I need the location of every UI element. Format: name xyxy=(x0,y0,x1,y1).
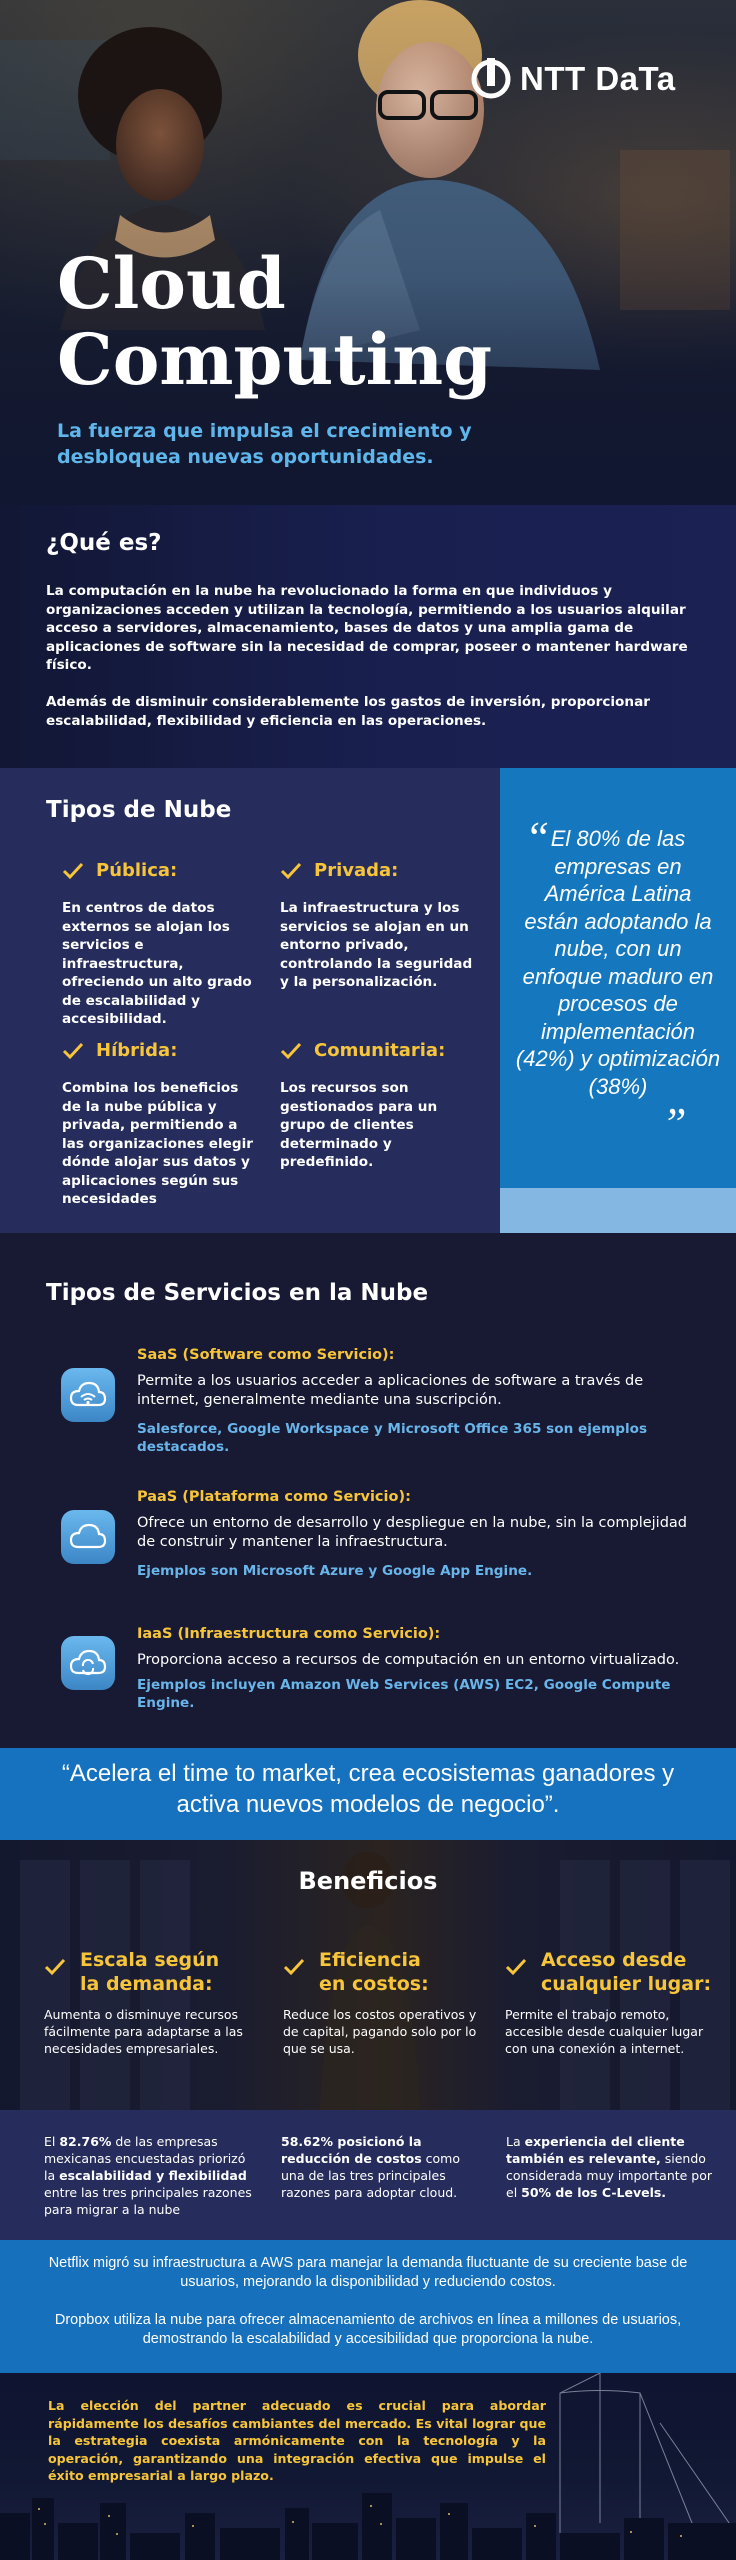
stat-costos xyxy=(281,2133,476,2201)
beneficio-description: Permite el trabajo remoto, accesible desde cualquier lugar con una conexión a internet. xyxy=(505,2007,704,2056)
hero-title xyxy=(57,242,493,401)
stat-highlight: 82.76% xyxy=(59,2134,112,2149)
tipo-description: En centros de datos externos se alojan los servicios e infraestructura, ofreciendo un alto grado de escalabilidad y accesibilidad. xyxy=(62,900,252,1027)
stat-text: La xyxy=(506,2134,525,2149)
stat-text: de las empresas mexicanas encuestadas priorizó la xyxy=(44,2134,246,2183)
beneficio-label-line2: la demanda: xyxy=(80,1973,213,1995)
stat-highlight: experiencia del cliente también es relevante, xyxy=(506,2134,685,2166)
tipo-comunitaria xyxy=(280,1040,480,1172)
stat-text: entre las tres principales razones para migrar a la nube xyxy=(44,2185,252,2217)
beneficio-label-line2: cualquier lugar: xyxy=(541,1973,712,1995)
ntt-logo-mark-icon xyxy=(470,58,512,100)
tipo-description: La infraestructura y los servicios se alojan en un entorno privado, controlando la seguridad y la personalización. xyxy=(280,900,473,990)
service-example: Ejemplos son Microsoft Azure y Google App Engine. xyxy=(137,1563,533,1579)
que-es-paragraph-2: Además de disminuir considerablemente los gastos de inversión, proporcionar escalabilidad, flexibilidad y eficiencia en las operaciones. xyxy=(46,694,650,729)
beneficio-label-line1: Escala según xyxy=(80,1949,220,1971)
hero-title-line1: Cloud xyxy=(57,242,286,325)
hero-section xyxy=(0,0,736,505)
check-icon xyxy=(280,862,302,880)
service-title: SaaS (Software como Servicio): xyxy=(137,1347,395,1363)
hero-title-line2: Computing xyxy=(57,318,493,401)
open-quote-icon: “ xyxy=(525,813,550,862)
stat-experiencia xyxy=(506,2133,716,2201)
stat-text: El xyxy=(44,2134,60,2149)
service-title: PaaS (Plataforma como Servicio): xyxy=(137,1489,411,1505)
check-icon xyxy=(62,1042,84,1060)
hero-subtitle: La fuerza que impulsa el crecimiento y desbloquea nuevas oportunidades. xyxy=(57,420,472,468)
tipo-description: Los recursos son gestionados para un grupo de clientes determinado y predefinido. xyxy=(280,1080,438,1170)
stat-text: siendo considerada muy importante por el xyxy=(506,2151,713,2200)
beneficio-acceso xyxy=(505,1948,715,2057)
service-example: Salesforce, Google Workspace y Microsoft Office 365 son ejemplos destacados. xyxy=(137,1421,648,1455)
service-description: Permite a los usuarios acceder a aplicaciones de software a través de internet, generalmente mediante una suscripción. xyxy=(137,1373,644,1408)
cloud-sync-icon xyxy=(69,1648,107,1678)
que-es-title: ¿Qué es? xyxy=(46,530,162,556)
beneficio-description: Aumenta o disminuye recursos fácilmente para adaptarse a las necesidades empresariales. xyxy=(44,2007,243,2056)
stat-highlight: escalabilidad y flexibilidad xyxy=(59,2168,247,2183)
quote-banner-text: “Acelera el time to market, crea ecosistemas ganadores y activa nuevos modelos de negocio”. xyxy=(61,1760,675,1818)
saas-item xyxy=(137,1347,707,1456)
tipo-label: Híbrida: xyxy=(96,1040,178,1061)
tipo-privada xyxy=(280,860,480,992)
tipos-nube-title: Tipos de Nube xyxy=(46,797,232,823)
stat-text: como una de las tres principales razones para adoptar cloud. xyxy=(281,2151,460,2200)
dropbox-case: Dropbox utiliza la nube para ofrecer almacenamiento de archivos en línea a millones de usuarios, demostrando la escalabilidad y accesibilidad que proporciona la nube. xyxy=(54,2312,682,2347)
paas-item xyxy=(137,1489,707,1580)
tipo-hibrida xyxy=(62,1040,262,1209)
stat-highlight: 50% de los C-Levels. xyxy=(521,2185,667,2200)
service-description: Proporciona acceso a recursos de computación en un entorno virtualizado. xyxy=(137,1652,680,1668)
check-icon xyxy=(44,1958,66,1976)
paas-icon-box xyxy=(61,1510,115,1564)
stat-highlight: 58.62% posicionó la reducción de costos xyxy=(281,2134,422,2166)
beneficio-eficiencia xyxy=(283,1948,483,2057)
service-example: Ejemplos incluyen Amazon Web Services (AWS) EC2, Google Compute Engine. xyxy=(137,1677,671,1711)
saas-icon-box xyxy=(61,1368,115,1422)
check-icon xyxy=(283,1958,305,1976)
iaas-icon-box xyxy=(61,1636,115,1690)
beneficio-label-line2: en costos: xyxy=(319,1973,429,1995)
footer-text: La elección del partner adecuado es crucial para abordar rápidamente los desafíos cambiantes del mercado. Es vital lograr que la estrategia coexista armónicamente con la tecnología y la operación, garantizando una integración efectiva que impulse el éxito empresarial a largo plazo. xyxy=(48,2398,546,2483)
stat-escalabilidad xyxy=(44,2133,254,2218)
cloud-icon xyxy=(69,1522,107,1552)
tipo-description: Combina los beneficios de la nube pública y privada, permitiendo a las organizaciones elegir dónde alojar sus datos y aplicaciones según sus necesidades xyxy=(62,1080,253,1207)
ntt-data-logo xyxy=(470,58,676,100)
iaas-item xyxy=(137,1626,707,1712)
tipo-label: Privada: xyxy=(314,860,399,881)
service-description: Ofrece un entorno de desarrollo y despliegue en la nube, sin la complejidad de construir y mantener la infraestructura. xyxy=(137,1515,687,1550)
check-icon xyxy=(280,1042,302,1060)
service-title: IaaS (Infraestructura como Servicio): xyxy=(137,1626,441,1642)
beneficio-description: Reduce los costos operativos y de capital, pagando solo por lo que se usa. xyxy=(283,2007,477,2056)
close-quote-icon: ” xyxy=(662,1099,687,1148)
tipo-label: Pública: xyxy=(96,860,178,881)
beneficio-label-line1: Acceso desde xyxy=(541,1949,687,1971)
check-icon xyxy=(62,862,84,880)
logo-text: NTT DaTa xyxy=(520,60,676,97)
beneficio-label-line1: Eficiencia xyxy=(319,1949,421,1971)
cloud-wifi-icon xyxy=(69,1380,107,1410)
netflix-case: Netflix migró su infraestructura a AWS para manejar la demanda fluctuante de su creciente base de usuarios, mejorando la disponibilidad y reduciendo costos. xyxy=(48,2255,688,2290)
beneficios-title: Beneficios xyxy=(298,1867,438,1895)
servicios-title: Tipos de Servicios en la Nube xyxy=(46,1280,429,1306)
tipo-label: Comunitaria: xyxy=(314,1040,446,1061)
tipo-publica xyxy=(62,860,262,1029)
check-icon xyxy=(505,1958,527,1976)
quote-accent-strip xyxy=(500,1188,736,1233)
beneficio-escala xyxy=(44,1948,244,2057)
que-es-paragraph-1: La computación en la nube ha revolucionado la forma en que individuos y organizaciones acceden y utilizan la tecnología, permitiendo a los usuarios alquilar acceso a servidores, almacenamiento, bases de datos y una amplia gama de aplicaciones de software sin la necesidad de comprar, poseer o mantener hardware físico. xyxy=(46,583,688,673)
stat-quote-text: El 80% de las empresas en América Latina están adoptando la nube, con un enfoque maduro en procesos de implementación (42%) y optimización (38%) xyxy=(515,826,721,1099)
